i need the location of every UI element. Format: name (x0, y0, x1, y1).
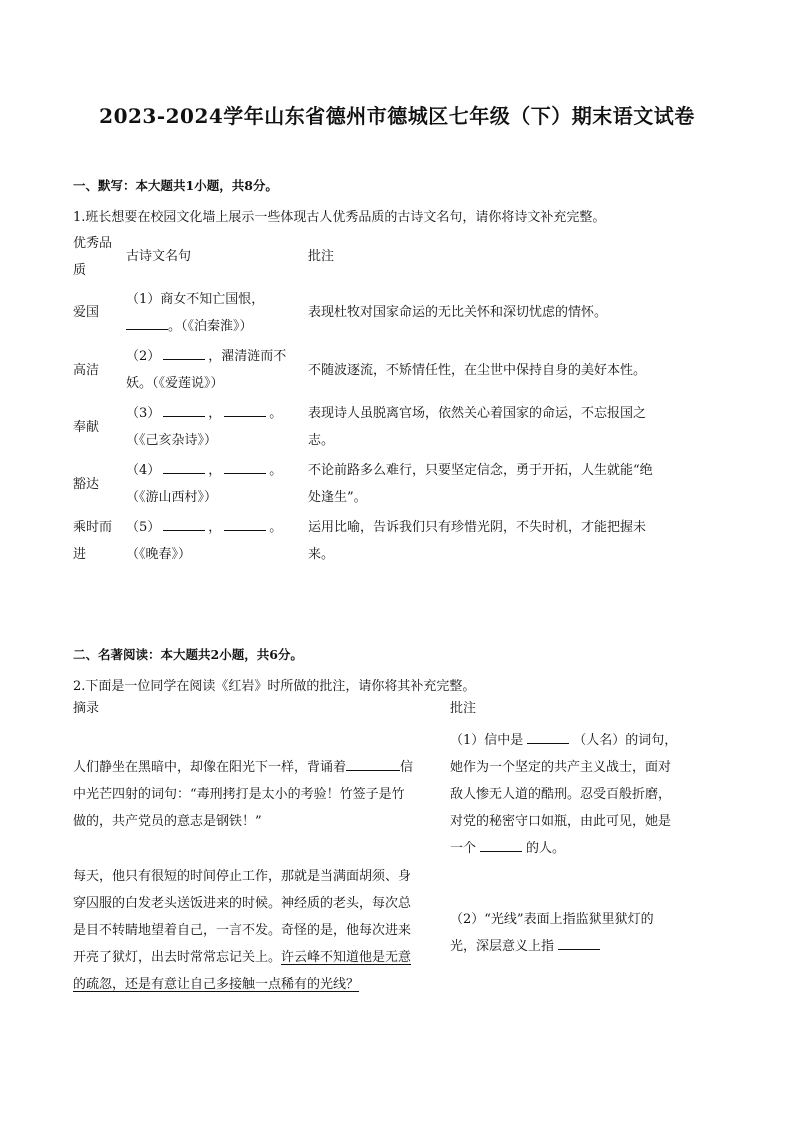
note-cell: 处逢生”。 (308, 490, 367, 505)
excerpt-line: 做的，共产党员的意志是钢铁！” (73, 814, 262, 829)
quality-cell: 豁达 (73, 477, 100, 492)
note-cell: 来。 (308, 547, 335, 562)
poem-line: （《游山西村》） (126, 490, 218, 505)
col-quality-line2: 质 (73, 263, 87, 278)
quality-cell: 爱国 (73, 305, 100, 320)
excerpt-line (73, 971, 359, 998)
note-cell: 表现杜牧对国家命运的无比关怀和深切忧虑的情怀。 (308, 305, 608, 320)
answer-blank[interactable] (224, 459, 266, 474)
excerpt-line: 开亮了狱灯，出去时常常忘记关上。许云峰不知道他是无意 (73, 950, 412, 965)
quality-cell: 乘时而 (73, 520, 113, 535)
answer-blank[interactable] (126, 315, 168, 330)
poem-line: （1）商女不知亡国恨， (126, 292, 265, 307)
col-note-header: 批注 (450, 701, 477, 716)
excerpt-line: 穿囚服的白发老头送饭进来的时候。神经质的老头，每次总 (73, 896, 412, 911)
col-quality-line1: 优秀品 (73, 236, 113, 251)
poem-line: （3） ， 。 (126, 400, 282, 427)
poem-line: （2） ，濯清涟而不 (126, 343, 286, 370)
note-line: 光，深层意义上指 (450, 933, 600, 960)
poem-line: 。（《泊秦淮》） (126, 313, 253, 340)
col-excerpt-header: 摘录 (73, 701, 100, 716)
note-cell: 表现诗人虽脱离官场，依然关心着国家的命运，不忘报国之 (308, 406, 647, 421)
note-cell: 运用比喻，告诉我们只有珍惜光阴，不失时机，才能把握未 (308, 520, 647, 535)
note-line: 对党的秘密守口如瓶，由此可见，她是 (450, 814, 672, 829)
quality-cell: 奉献 (73, 420, 100, 435)
note-cell: 不论前路多么难行，只要坚定信念，勇于开拓，人生就能“绝 (308, 463, 653, 478)
quality-cell: 进 (73, 547, 87, 562)
underlined-text: 的疏忽，还是有意让自己多接触一点稀有的光线？ (73, 977, 360, 992)
exam-title: 2023-2024学年山东省德州市德城区七年级（下）期末语文试卷 (99, 104, 695, 128)
answer-blank[interactable] (163, 345, 205, 360)
poem-line: 妖。（《爱莲说》） (126, 376, 224, 391)
question1-text: 1.班长想要在校园文化墙上展示一些体现古人优秀品质的古诗文名句，请你将诗文补充完整。 (73, 210, 606, 225)
answer-blank[interactable] (163, 459, 205, 474)
excerpt-line: 每天，他只有很短的时间停止工作，那就是当满面胡须、身 (73, 869, 412, 884)
answer-blank[interactable] (224, 516, 266, 531)
answer-blank[interactable] (163, 402, 205, 417)
col-note-header: 批注 (308, 249, 335, 264)
poem-line: （5） ， 。 (126, 514, 282, 541)
answer-blank[interactable] (346, 756, 400, 771)
answer-blank[interactable] (558, 935, 600, 950)
answer-blank[interactable] (163, 516, 205, 531)
excerpt-line: 是目不转睛地望着自己，一言不发。奇怪的是，他每次进来 (73, 923, 412, 938)
excerpt-line: 中光芒四射的词句：“毒刑拷打是太小的考验！竹签子是竹 (73, 787, 405, 802)
answer-blank[interactable] (480, 837, 522, 852)
col-poem-header: 古诗文名句 (126, 249, 192, 264)
poem-line: （4） ， 。 (126, 457, 282, 484)
answer-blank[interactable] (224, 402, 266, 417)
note-line: （1）信中是 （人名）的词句， (450, 727, 677, 754)
note-cell: 不随波逐流，不矫情任性，在尘世中保持自身的美好本性。 (308, 363, 647, 378)
poem-line: （《晚春》） (126, 547, 192, 562)
question2-text: 2.下面是一位同学在阅读《红岩》时所做的批注，请你将其补充完整。 (73, 679, 476, 694)
section2-heading: 二、名著阅读：本大题共2小题，共6分。 (73, 647, 303, 662)
quality-cell: 高洁 (73, 363, 100, 378)
note-line: 一个 的人。 (450, 835, 565, 862)
answer-blank[interactable] (527, 729, 569, 744)
underlined-text: 许云峰不知道他是无意 (281, 950, 412, 965)
section1-heading: 一、默写：本大题共1小题，共8分。 (73, 178, 278, 193)
note-line: 她作为一个坚定的共产主义战士，面对 (450, 760, 672, 775)
excerpt-line: 人们静坐在黑暗中，却像在阳光下一样，背诵着 信 (73, 754, 413, 781)
note-line: （2）“光线”表面上指监狱里狱灯的 (450, 912, 654, 927)
poem-line: （《己亥杂诗》） (126, 433, 218, 448)
note-cell: 志。 (308, 433, 335, 448)
note-line: 敌人惨无人道的酷刑。忍受百般折磨， (450, 787, 672, 802)
